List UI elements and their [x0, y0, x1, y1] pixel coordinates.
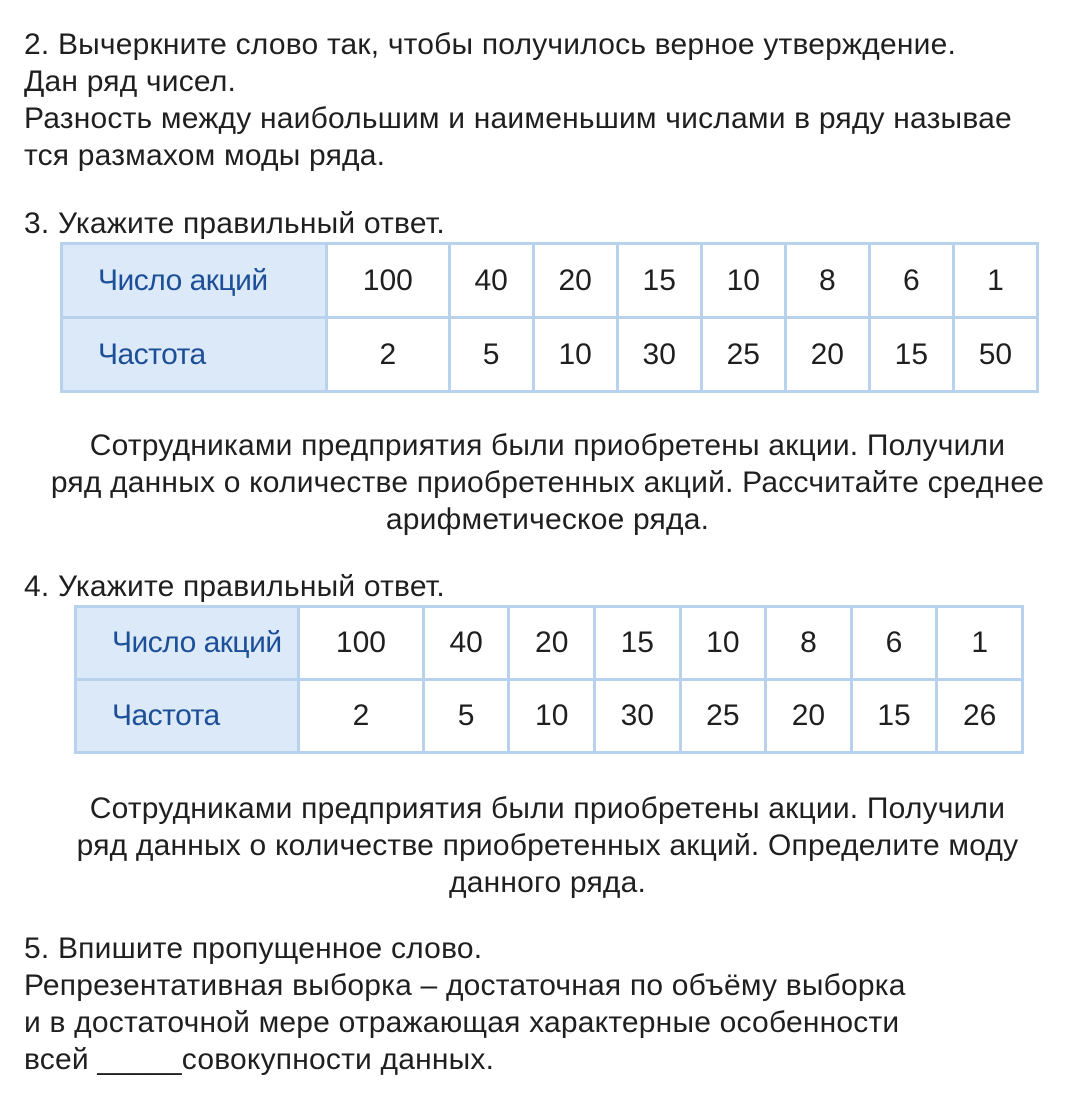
table-cell: 2 — [299, 680, 424, 753]
question-4-title — [24, 568, 445, 605]
question-5-text-line: Репрезентативная выборка – достаточная по объёму выборка — [24, 969, 906, 1002]
table-cell: 100 — [327, 244, 450, 318]
table-cell: 8 — [766, 607, 852, 680]
table-cell: 6 — [851, 607, 937, 680]
table-cell: 25 — [680, 680, 766, 753]
question-5-text-line: всей _____совокупности данных. — [24, 1043, 495, 1076]
question-4-description — [20, 790, 1075, 901]
table-cell: 30 — [617, 318, 701, 392]
table-cell: 25 — [701, 318, 785, 392]
description-line: ряд данных о количестве приобретенных акций. Рассчитайте среднее — [50, 466, 1045, 499]
table-cell: 30 — [595, 680, 681, 753]
table-cell: 15 — [851, 680, 937, 753]
description-line: арифметическое ряда. — [385, 503, 710, 536]
table-cell: 2 — [327, 318, 450, 392]
question-3-table — [60, 242, 1039, 393]
question-5 — [24, 930, 906, 1078]
table-cell: 1 — [953, 244, 1037, 318]
table-cell: 1 — [937, 607, 1023, 680]
table-row — [62, 318, 1038, 392]
row-header-shares: Число акций — [62, 244, 327, 318]
table-cell: 5 — [449, 318, 533, 392]
table-cell: 10 — [533, 318, 617, 392]
table-cell: 10 — [509, 680, 595, 753]
question-2 — [24, 26, 1012, 174]
table-row — [76, 680, 1023, 753]
question-4-title-text: 4. Укажите правильный ответ. — [24, 570, 445, 603]
question-2-text-line: Дан ряд чисел. — [24, 65, 237, 98]
table-row — [76, 607, 1023, 680]
table-cell: 20 — [785, 318, 869, 392]
table-cell: 6 — [869, 244, 953, 318]
table-cell: 15 — [595, 607, 681, 680]
row-header-frequency: Частота — [62, 318, 327, 392]
table-cell: 5 — [423, 680, 509, 753]
table-cell: 10 — [701, 244, 785, 318]
question-2-text-line: Разность между наибольшим и наименьшим числами в ряду называе — [24, 102, 1012, 135]
table-cell: 40 — [423, 607, 509, 680]
question-3-title — [24, 205, 445, 242]
row-header-frequency: Частота — [76, 680, 299, 753]
question-5-text-line: и в достаточной мере отражающая характерные особенности — [24, 1006, 900, 1039]
question-2-text-line: тся размахом моды ряда. — [24, 139, 386, 172]
description-line: Сотрудниками предприятия были приобретены акции. Получили — [89, 792, 1006, 825]
table-cell: 10 — [680, 607, 766, 680]
table-cell: 20 — [509, 607, 595, 680]
question-2-title: 2. Вычеркните слово так, чтобы получилось верное утверждение. — [24, 28, 957, 61]
table-cell: 8 — [785, 244, 869, 318]
description-line: Сотрудниками предприятия были приобретены акции. Получили — [89, 429, 1006, 462]
row-header-shares: Число акций — [76, 607, 299, 680]
table-cell: 15 — [869, 318, 953, 392]
question-5-title: 5. Впишите пропущенное слово. — [24, 932, 483, 965]
table-cell: 26 — [937, 680, 1023, 753]
table-cell: 40 — [449, 244, 533, 318]
question-3-description — [20, 427, 1075, 538]
table-cell: 15 — [617, 244, 701, 318]
table-cell: 20 — [533, 244, 617, 318]
description-line: ряд данных о количестве приобретенных акций. Определите моду — [76, 829, 1019, 862]
question-3-title-text: 3. Укажите правильный ответ. — [24, 207, 445, 240]
table-cell: 100 — [299, 607, 424, 680]
table-cell: 50 — [953, 318, 1037, 392]
question-4-table — [74, 605, 1024, 754]
description-line: данного ряда. — [448, 866, 647, 899]
table-cell: 20 — [766, 680, 852, 753]
table-row — [62, 244, 1038, 318]
